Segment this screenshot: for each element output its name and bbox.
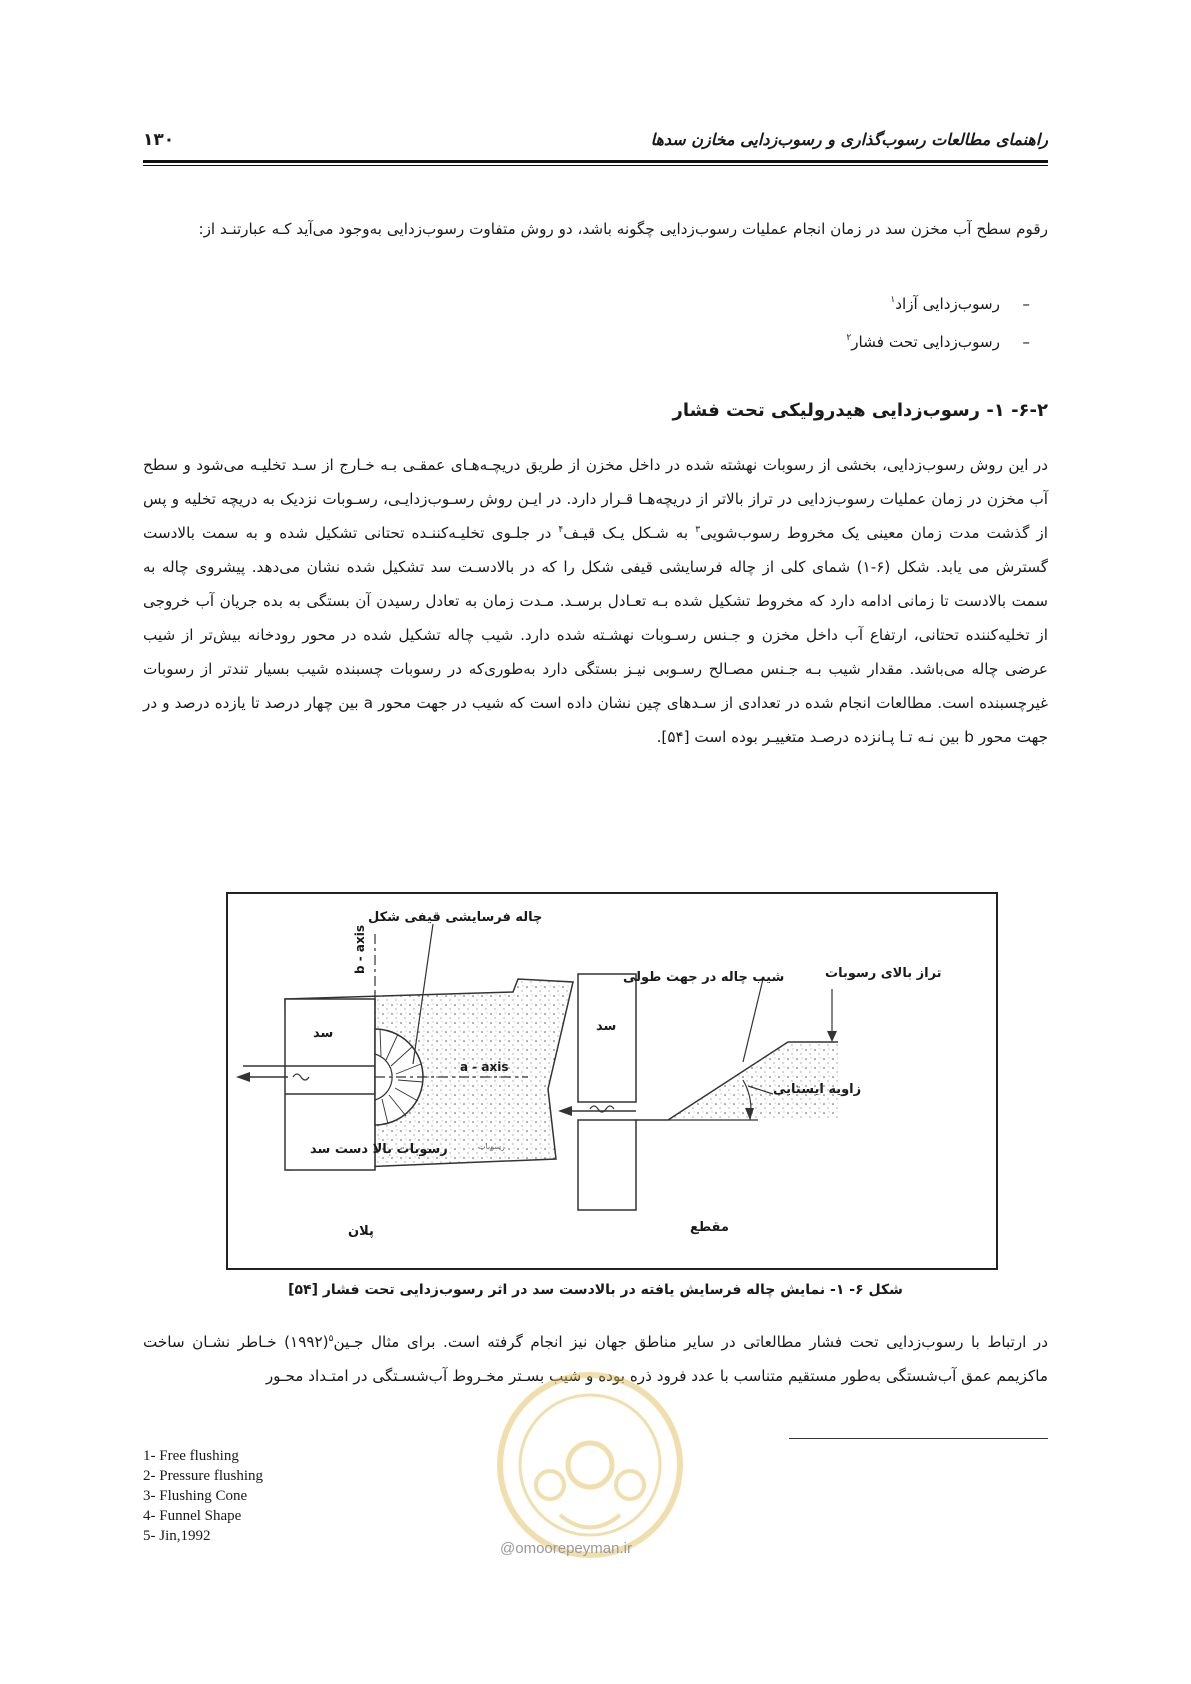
footnote-ref: ۲ — [846, 333, 852, 343]
page-number: ۱۳۰ — [143, 130, 175, 150]
header-rule — [143, 160, 1048, 163]
text-run: در این روش رسوب‌زدایی، بخشی از رسوبات نهشته شده در داخل مخزن از طریق دریچـه‌هـای عمقـی بـه خـارج از سـد تخلیـه می‌شود و سطح آب مخزن در زمان عملیات رسوب‌زدایی در تراز بالاتر از دریچه‌هـا قـرار دارد. در ایـن روش رسـوب‌زدایـی، رسـوبات نزدیک به دریچه تخلیه و پس از گذشت مدت زمان معینی یک مخروط رسوب‌شویی — [143, 456, 1048, 542]
footnote-ref: ۵ — [328, 1333, 334, 1344]
bullet-dash: – — [1022, 295, 1030, 313]
label-angle: زاویه ایستایی — [773, 1082, 862, 1097]
label-dam-section: سد — [596, 1019, 617, 1034]
label-funnel: چاله فرسایشی قیفی شکل — [368, 910, 543, 925]
list-item — [143, 295, 1048, 333]
footnotes — [143, 1446, 263, 1546]
label-dam-plan: سد — [313, 1026, 334, 1041]
figure-caption: شکل ۶- ۱- نمایش چاله فرسایش یافته در بالادست سد در اثر رسوب‌زدایی تحت فشار [۵۴] — [288, 1282, 903, 1298]
footnote-rule — [789, 1438, 1048, 1439]
paragraph-text — [143, 448, 1048, 754]
label-top-sediment: تراز بالای رسوبات — [825, 966, 942, 981]
figure-frame — [226, 892, 998, 1270]
text-run: به شـکل یـک قیـف — [563, 524, 696, 542]
watermark-seal — [490, 1365, 690, 1565]
book-title: راهنمای مطالعات رسوب‌گذاری و رسوب‌زدایی مخازن سدها — [650, 130, 1048, 149]
list-item — [143, 333, 1048, 371]
footnote-item: 3- Flushing Cone — [143, 1488, 248, 1504]
bullet-text: رسوب‌زدایی تحت فشار — [851, 333, 1000, 351]
section-heading: ۶-۲- ۱- رسوب‌زدایی هیدرولیکی تحت فشار — [672, 400, 1048, 421]
header-rule-thin — [143, 165, 1048, 166]
body-paragraph — [143, 448, 1048, 754]
text-run: در ارتباط با رسوب‌زدایی تحت فشار مطالعاتی در سایر مناطق جهان نیز انجام گرفته است. برای مثال جـین — [333, 1333, 1048, 1351]
footnote-item: 5- Jin,1992 — [143, 1528, 211, 1544]
footnote-ref: ۴ — [558, 524, 564, 535]
footnote-ref: ۱ — [890, 295, 896, 305]
bullet-dash: – — [1022, 333, 1030, 351]
label-section: مقطع — [690, 1220, 729, 1235]
intro-text: رقوم سطح آب مخزن سد در زمان انجام عملیات رسوب‌زدایی چگونه باشد، دو روش متفاوت رسوب‌زدایی به‌وجود می‌آید کـه عبارتنـد از: — [198, 220, 1048, 238]
text-run: (۱۹۹۲) خـاطر نشـان ساخت ماکزیمم عمق آب‌شستگی به‌طور مستقیم متناسب با عدد فرود ذره بوده و شیب بسـتر مخـروط آب‌شسـتگی در امتـداد محـور — [143, 1333, 1048, 1385]
page-header — [143, 130, 1048, 170]
intro-paragraph — [143, 212, 1048, 246]
label-slope: شیب چاله در جهت طولی — [623, 970, 785, 985]
footnote-item: 2- Pressure flushing — [143, 1468, 263, 1484]
footnote-item: 1- Free flushing — [143, 1448, 239, 1464]
label-a-axis: a - axis — [460, 1060, 509, 1074]
label-small-sediment: رسوبات — [478, 1142, 505, 1151]
section-dam — [578, 974, 636, 1102]
footnote-ref: ۳ — [695, 524, 701, 535]
figure-diagram — [228, 894, 996, 1268]
watermark-site: @omoorepeyman.ir — [500, 1540, 632, 1557]
label-upstream-sediment: رسوبات بالا دست سد — [310, 1142, 448, 1157]
label-plan: پلان — [348, 1224, 374, 1239]
bullet-text: رسوب‌زدایی آزاد — [895, 295, 1000, 313]
footnote-item: 4- Funnel Shape — [143, 1508, 242, 1524]
text-run: در جلـوی تخلیـه‌کننـده تحتانی تشکیل شده و به سمت بالادست گسترش می یابد. شکل (۶-۱) شمای کلی از چاله فرسایشی قیفی شکل را که در بالادسـت سد تشکیل شده نشان می‌دهد. پیشروی چاله به سمت بالادست تا زمانی ادامه دارد که مخروط تشکیل شده بـه تعـادل برسـد. مـدت زمان به تعادل رسیدن آن بستگی به بده جریان آب خروجی از تخلیه‌کننده تحتانی، ارتفاع آب داخل مخزن و جـنس رسـوبات نهشـته شده دارد. شیب چاله تشکیل شده در محور رودخانه بیش‌تر از شیب عرضی چاله می‌باشد. مقدار شیب بـه جـنس مصـالح رسـوبی نیـز بستگی دارد به‌طوری‌که در رسوبات چسبنده شیب بسیار تندتر از رسوبات غیرچسبنده است. مطالعات انجام شده در تعدادی از سـدهای چین نشان داده است که شیب در جهت محور a بین چهار درصد تا یازده درصد و در جهت محور b بین نـه تـا پـانزده درصـد متغییـر بوده است [۵۴]. — [143, 524, 1049, 746]
bullet-list — [143, 295, 1048, 371]
label-b-axis: b - axis — [353, 924, 367, 974]
